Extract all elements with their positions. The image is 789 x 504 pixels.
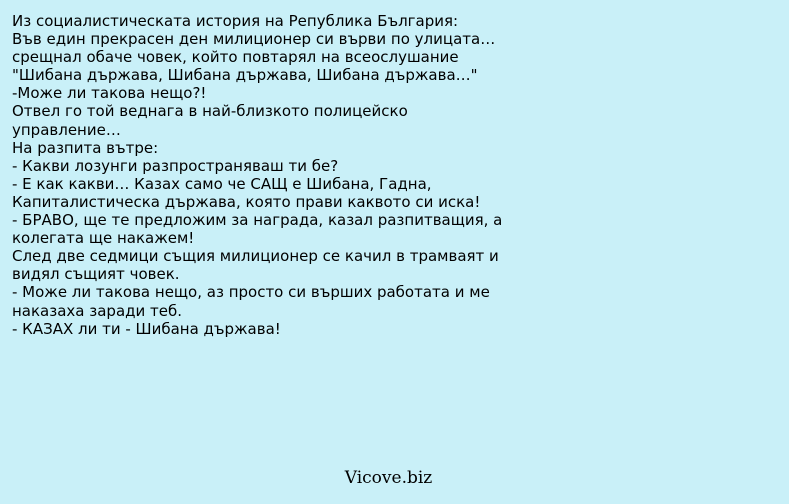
joke-line: Във един прекрасен ден милиционер си върви по улицата…	[12, 30, 496, 49]
joke-line: -Може ли такова нещо?!	[12, 84, 207, 103]
joke-line: "Шибана държава, Шибана държава, Шибана държава…"	[12, 66, 478, 85]
joke-line: - Може ли такова нещо, аз просто си върших работата и ме	[12, 283, 490, 302]
joke-line: - Е как какви… Казах само че САЩ е Шибана, Гадна,	[12, 174, 432, 193]
joke-line: Капиталистическа държава, която прави каквото си иска!	[12, 192, 481, 211]
joke-line: видял същият човек.	[12, 265, 180, 284]
joke-line: наказаха заради теб.	[12, 301, 183, 320]
joke-line: - Какви лозунги разпространяваш ти бе?	[12, 156, 339, 175]
joke-line: срещнал обаче човек, който повтарял на всеослушание	[12, 48, 459, 67]
joke-line: Отвел го той веднага в най-близкото полицейско	[12, 102, 408, 121]
site-footer	[0, 468, 789, 488]
joke-text	[12, 12, 782, 338]
joke-line: управление…	[12, 120, 121, 139]
joke-line: колегата ще накажем!	[12, 229, 195, 248]
site-name: Vicove.biz	[344, 468, 433, 488]
joke-line: - КАЗАХ ли ти - Шибана държава!	[12, 319, 281, 338]
joke-line: На разпита вътре:	[12, 138, 159, 157]
joke-line: Из социалистическата история на Република България:	[12, 12, 459, 30]
joke-line: След две седмици същия милиционер се качил в трамваят и	[12, 247, 499, 266]
joke-line: - БРАВО, ще те предложим за награда, казал разпитващия, а	[12, 211, 503, 230]
